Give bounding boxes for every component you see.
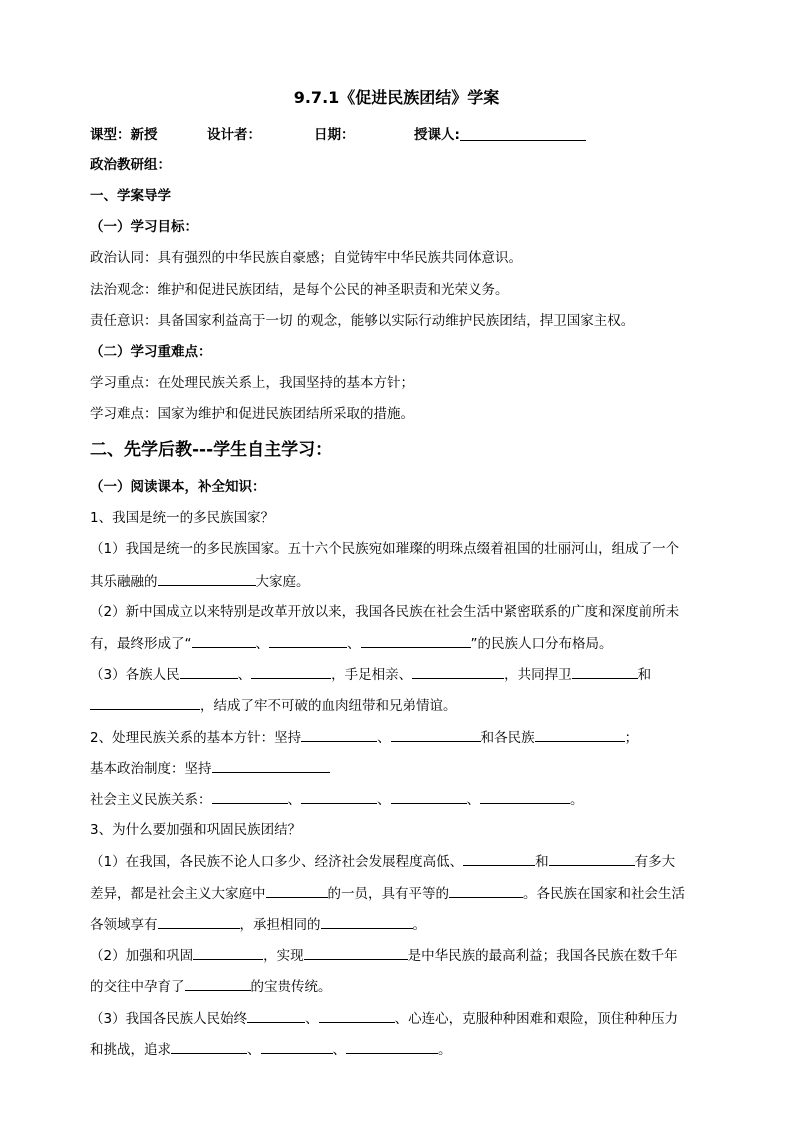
fill-blank[interactable] [319, 1008, 395, 1023]
fill-blank[interactable] [301, 789, 377, 804]
group-label: 政治教研组： [90, 157, 171, 173]
text: 、 [377, 792, 391, 808]
q1-3-line-a [90, 664, 651, 685]
text: 。 [570, 792, 584, 808]
fill-blank[interactable] [185, 976, 251, 991]
text: 、 [377, 730, 391, 746]
key-point: 学习重点：在处理民族关系上，我国坚持的基本方针； [90, 375, 414, 391]
text: 、心连心，克服种种困难和艰险，顶住种种压力 [394, 1011, 679, 1027]
q3-1-line-b [90, 883, 685, 904]
text: 各领域享有 [90, 917, 158, 933]
read-heading: （一）阅读课本，补全知识： [90, 479, 266, 495]
text: 的宝贵传统。 [250, 979, 332, 995]
teacher-blank[interactable] [460, 126, 586, 141]
goal-legal: 法治观念：维护和促进民族团结，是每个公民的神圣职责和光荣义务。 [90, 282, 509, 298]
text: 差异，都是社会主义大家庭中 [90, 886, 266, 902]
fill-blank[interactable] [261, 1039, 333, 1054]
text: ，结成了牢不可破的血肉纽带和兄弟情谊。 [200, 698, 457, 714]
header-info [90, 125, 460, 145]
fill-blank[interactable] [535, 727, 625, 742]
text: 。 [438, 1042, 452, 1058]
q1-1-line-b [90, 571, 310, 592]
q1-1-line-a: （1）我国是统一的多民族国家。五十六个民族宛如璀璨的明珠点缀着祖国的壮丽河山，组成了一个 [90, 541, 680, 557]
q2-ethnic-relations [90, 789, 584, 810]
fill-blank[interactable] [212, 789, 288, 804]
text: ，手足相亲、 [331, 667, 413, 683]
q3-2-line-b [90, 976, 332, 997]
fill-blank[interactable] [192, 633, 256, 648]
fill-blank[interactable] [212, 758, 330, 773]
text: 2、处理民族关系的基本方针：坚持 [90, 730, 302, 746]
date-label: 日期： [314, 127, 355, 143]
text: 、 [255, 636, 269, 652]
text: 、 [247, 1042, 261, 1058]
fill-blank[interactable] [158, 571, 256, 586]
q3-1-line-a [90, 851, 675, 872]
fill-blank[interactable] [266, 883, 328, 898]
text: 基本政治制度：坚持 [90, 761, 212, 777]
fill-blank[interactable] [463, 851, 535, 866]
fill-blank[interactable] [269, 633, 347, 648]
fill-blank[interactable] [158, 914, 240, 929]
q3-3-line-b [90, 1039, 452, 1060]
text: 和挑战，追求 [90, 1042, 171, 1058]
designer-label: 设计者： [207, 127, 261, 143]
goals-heading: （一）学习目标： [90, 219, 198, 235]
text: 其乐融融的 [90, 574, 158, 590]
text: 。 [412, 917, 426, 933]
text: ”的民族人口分布格局。 [470, 636, 613, 652]
fill-blank[interactable] [301, 727, 377, 742]
q1-3-line-b [90, 695, 457, 716]
text: 的交往中孕育了 [90, 979, 185, 995]
fill-blank[interactable] [90, 695, 200, 710]
difficult-point: 学习难点：国家为维护和促进民族团结所采取的措施。 [90, 406, 414, 422]
q3-3-line-a [90, 1008, 678, 1029]
text: 、 [347, 636, 361, 652]
teacher-label: 授课人: [414, 127, 460, 143]
text: （3）我国各民族人民始终 [90, 1011, 248, 1027]
fill-blank[interactable] [480, 789, 570, 804]
text: 大家庭。 [255, 574, 310, 590]
text: 、 [305, 1011, 319, 1027]
fill-blank[interactable] [391, 789, 467, 804]
text: 、 [466, 792, 480, 808]
fill-blank[interactable] [391, 727, 481, 742]
section-2-heading: 二、先学后教---学生自主学习： [90, 440, 333, 460]
q2-political-system [90, 758, 330, 779]
question-1: 1、我国是统一的多民族国家？ [90, 510, 275, 526]
q1-2-line-b [90, 633, 613, 654]
course-type: 课型：新授 [90, 127, 158, 143]
fill-blank[interactable] [193, 945, 263, 960]
text: 和 [535, 854, 549, 870]
text: 和各民族 [480, 730, 535, 746]
text: 有多大 [634, 854, 676, 870]
goal-political: 政治认同：具有强烈的中华民族自豪感；自觉铸牢中华民族共同体意识。 [90, 250, 522, 266]
text: （3）各族人民 [90, 667, 180, 683]
text: 有，最终形成了“ [90, 636, 192, 652]
q3-1-line-c [90, 914, 426, 935]
question-2 [90, 727, 638, 748]
question-3: 3、为什么要加强和巩固民族团结？ [90, 822, 302, 838]
fill-blank[interactable] [247, 1008, 305, 1023]
fill-blank[interactable] [549, 851, 635, 866]
q3-2-line-a [90, 945, 678, 966]
section-1-heading: 一、学案导学 [90, 188, 171, 204]
fill-blank[interactable] [321, 914, 413, 929]
q1-2-line-a: （2）新中国成立以来特别是改革开放以来，我国各民族在社会生活中紧密联系的广度和深度前所未 [90, 604, 680, 620]
key-heading: （二）学习重难点： [90, 344, 212, 360]
fill-blank[interactable] [572, 664, 638, 679]
goal-responsibility: 责任意识：具备国家利益高于一切 的观念，能够以实际行动维护民族团结，捍卫国家主权。 [90, 313, 635, 329]
fill-blank[interactable] [171, 1039, 247, 1054]
text: ； [624, 730, 639, 746]
text: 的一员，具有平等的 [327, 886, 449, 902]
text: 。各民族在国家和社会生活 [523, 886, 685, 902]
text: 、 [287, 792, 301, 808]
fill-blank[interactable] [304, 945, 408, 960]
text: 、 [332, 1042, 346, 1058]
text: ，承担相同的 [239, 917, 321, 933]
text: ，实现 [263, 948, 304, 964]
text: 和 [637, 667, 652, 683]
text: 是中华民族的最高利益；我国各民族在数千年 [407, 948, 678, 964]
fill-blank[interactable] [251, 664, 331, 679]
page-title: 9.7.1《促进民族团结》学案 [293, 88, 500, 107]
fill-blank[interactable] [412, 664, 504, 679]
text: 社会主义民族关系： [90, 792, 212, 808]
text: （2）加强和巩固 [90, 948, 194, 964]
fill-blank[interactable] [449, 883, 523, 898]
text: （1）在我国，各民族不论人口多少、经济社会发展程度高低、 [90, 854, 464, 870]
text: ，共同捍卫 [504, 667, 572, 683]
fill-blank[interactable] [361, 633, 471, 648]
text: 、 [237, 667, 252, 683]
fill-blank[interactable] [180, 664, 238, 679]
fill-blank[interactable] [346, 1039, 438, 1054]
